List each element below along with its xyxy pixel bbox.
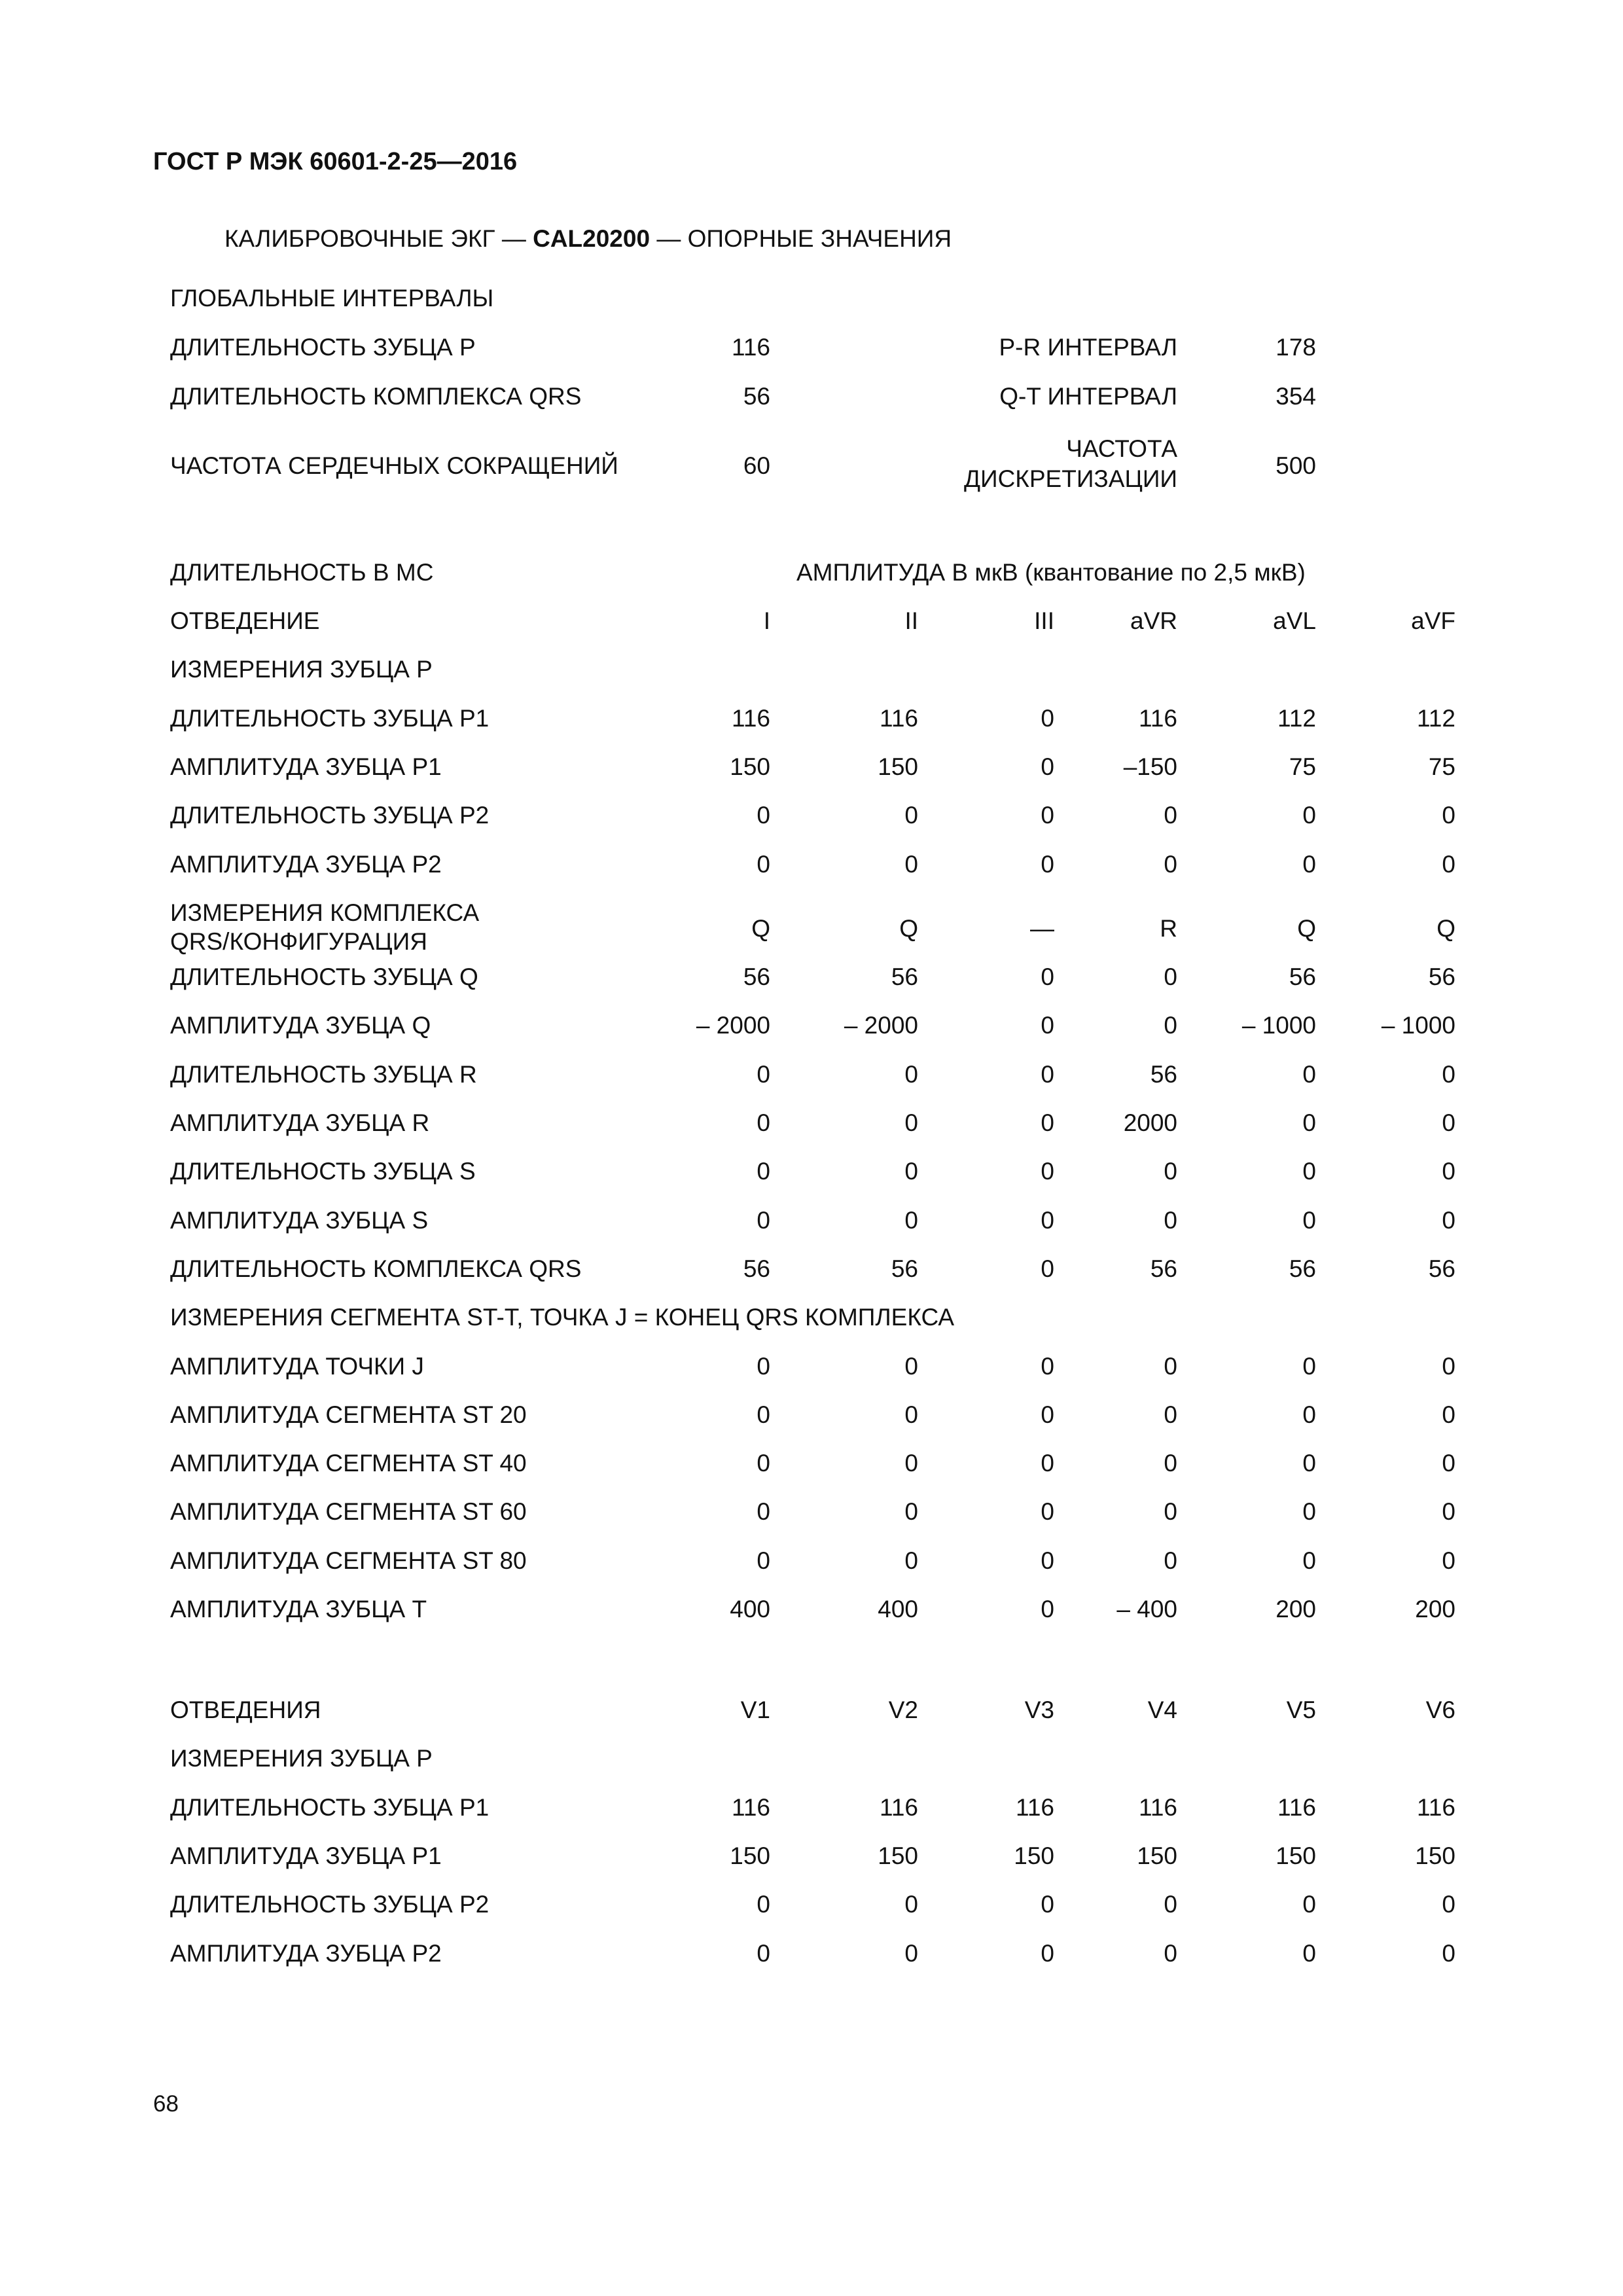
table-cell: – 400 <box>1116 1596 1177 1623</box>
section-heading: ИЗМЕРЕНИЯ ЗУБЦА Р <box>170 656 433 683</box>
table-cell: 0 <box>1442 1352 1455 1380</box>
table-cell: 0 <box>1164 1498 1177 1526</box>
table-cell: Q <box>899 914 918 942</box>
table-cell: 112 <box>1277 704 1316 732</box>
table-cell: 0 <box>904 802 918 829</box>
table-cell: 0 <box>757 1352 770 1380</box>
table-cell: 0 <box>904 1401 918 1428</box>
table-cell: 150 <box>1014 1842 1054 1869</box>
table-cell: – 2000 <box>696 1012 770 1039</box>
table-cell: 400 <box>878 1596 918 1623</box>
table-cell: 0 <box>1442 1891 1455 1918</box>
table-cell: 0 <box>757 1498 770 1526</box>
lead-header: aVR <box>1130 607 1177 634</box>
table-cell: 0 <box>1302 1206 1316 1234</box>
table-cell: 0 <box>1302 850 1316 878</box>
table-cell: 0 <box>1041 1450 1054 1477</box>
lead-header: V5 <box>1286 1696 1316 1723</box>
table-cell: 116 <box>1277 1793 1316 1821</box>
table-row-label: АМПЛИТУДА СЕГМЕНТА ST 80 <box>170 1547 527 1574</box>
table-cell: 0 <box>1164 1158 1177 1185</box>
table-cell: 400 <box>730 1596 770 1623</box>
table-cell: Q <box>1297 914 1316 942</box>
table-cell: 150 <box>878 1842 918 1869</box>
table-cell: 56 <box>1428 1255 1455 1282</box>
table-cell: 0 <box>1302 1109 1316 1136</box>
table-cell: 0 <box>1442 1498 1455 1526</box>
section-heading: ИЗМЕРЕНИЯ СЕГМЕНТА ST-T, ТОЧКА J = КОНЕЦ QRS КОМПЛЕКСА <box>170 1304 955 1331</box>
table-cell: 116 <box>880 1793 918 1821</box>
table-cell: 0 <box>904 1939 918 1967</box>
global-intervals-heading: ГЛОБАЛЬНЫЕ ИНТЕРВАЛЫ <box>170 285 494 312</box>
table-cell: 0 <box>1041 1498 1054 1526</box>
table-cell: 56 <box>1150 1060 1177 1088</box>
table-cell: 0 <box>904 850 918 878</box>
table-cell: 0 <box>1302 1547 1316 1574</box>
lead-header: I <box>763 607 770 634</box>
table-cell: 0 <box>1041 1158 1054 1185</box>
table-cell: 0 <box>1041 1109 1054 1136</box>
global-row-value: 56 <box>743 383 770 410</box>
table-cell: 56 <box>891 1255 918 1282</box>
table-cell: 0 <box>1302 1401 1316 1428</box>
table-row-label: ДЛИТЕЛЬНОСТЬ ЗУБЦА Р2 <box>170 1891 490 1918</box>
table-cell: 0 <box>904 1498 918 1526</box>
table-cell: 0 <box>1041 753 1054 780</box>
section-heading: ИЗМЕРЕНИЯ ЗУБЦА Р <box>170 1745 433 1772</box>
table-row-label: ДЛИТЕЛЬНОСТЬ КОМПЛЕКСА QRS <box>170 1255 582 1282</box>
duration-units-note: ДЛИТЕЛЬНОСТЬ В МС <box>170 559 434 586</box>
table-cell: 150 <box>1415 1842 1455 1869</box>
table-cell: 0 <box>1164 1939 1177 1967</box>
table-cell: 0 <box>1302 1498 1316 1526</box>
table-cell: 0 <box>1041 704 1054 732</box>
table-cell: 116 <box>1139 704 1177 732</box>
table-cell: 0 <box>757 1891 770 1918</box>
document-title: ГОСТ Р МЭК 60601-2-25—2016 <box>153 148 518 175</box>
table-cell: 0 <box>1164 1891 1177 1918</box>
table-cell: Q <box>751 914 770 942</box>
table-cell: 75 <box>1289 753 1316 780</box>
table-row-label: АМПЛИТУДА ЗУБЦА Р2 <box>170 1939 442 1967</box>
table-cell: 0 <box>1302 1939 1316 1967</box>
table-cell: 0 <box>757 1547 770 1574</box>
table-cell: 0 <box>1041 1255 1054 1282</box>
table-cell: 0 <box>757 1450 770 1477</box>
table-row-label: АМПЛИТУДА СЕГМЕНТА ST 40 <box>170 1450 527 1477</box>
table-cell: 0 <box>1041 850 1054 878</box>
table-cell: 0 <box>1302 802 1316 829</box>
table-cell: 75 <box>1428 753 1455 780</box>
table-cell: 0 <box>1442 1547 1455 1574</box>
table-cell: 0 <box>1302 1450 1316 1477</box>
amplitude-units-note: АМПЛИТУДА В мкВ (квантование по 2,5 мкВ) <box>796 559 1306 586</box>
table-cell: 0 <box>1041 1401 1054 1428</box>
table-cell: 0 <box>1041 963 1054 991</box>
table-row-label: АМПЛИТУДА ЗУБЦА Р1 <box>170 753 442 780</box>
table-cell: 0 <box>1302 1352 1316 1380</box>
table-row-label: АМПЛИТУДА ТОЧКИ J <box>170 1352 424 1380</box>
global-row-label: ДЛИТЕЛЬНОСТЬ КОМПЛЕКСА QRS <box>170 383 582 410</box>
page-number: 68 <box>153 2091 179 2117</box>
lead-header: III <box>1034 607 1054 634</box>
table-cell: 56 <box>891 963 918 991</box>
table-cell: 56 <box>1289 963 1316 991</box>
lead-header: aVF <box>1411 607 1455 634</box>
table-cell: 116 <box>1016 1793 1054 1821</box>
table-row-label: ИЗМЕРЕНИЯ КОМПЛЕКСА <box>170 899 480 926</box>
table-cell: 116 <box>732 704 770 732</box>
caption-suffix: — ОПОРНЫЕ ЗНАЧЕНИЯ <box>650 225 952 252</box>
table-cell: — <box>1030 914 1054 942</box>
table-cell: 0 <box>1442 850 1455 878</box>
table-cell: 0 <box>1442 1109 1455 1136</box>
table-cell: 0 <box>1302 1158 1316 1185</box>
table-cell: 0 <box>904 1450 918 1477</box>
table-cell: 0 <box>1164 1547 1177 1574</box>
table-row-label: ДЛИТЕЛЬНОСТЬ ЗУБЦА Р2 <box>170 802 490 829</box>
lead-header-label: ОТВЕДЕНИЕ <box>170 607 320 634</box>
table-cell: 0 <box>1041 1891 1054 1918</box>
table-cell: 0 <box>1164 1401 1177 1428</box>
lead-header: V1 <box>740 1696 770 1723</box>
table-cell: 0 <box>1041 1596 1054 1623</box>
table-cell: 0 <box>1442 1939 1455 1967</box>
table-cell: 56 <box>1289 1255 1316 1282</box>
table-cell: 0 <box>904 1547 918 1574</box>
global-row-label2: Q-T ИНТЕРВАЛ <box>999 383 1177 410</box>
lead-header: V4 <box>1147 1696 1177 1723</box>
table-row-label: ДЛИТЕЛЬНОСТЬ ЗУБЦА Р1 <box>170 704 490 732</box>
global-row-value2: 354 <box>1275 383 1316 410</box>
lead-header: V3 <box>1024 1696 1054 1723</box>
table-cell: 150 <box>730 753 770 780</box>
lead-header-label: ОТВЕДЕНИЯ <box>170 1696 321 1723</box>
table-cell: 150 <box>1275 1842 1316 1869</box>
table-cell: 0 <box>1164 1206 1177 1234</box>
table-cell: 0 <box>904 1109 918 1136</box>
table-cell: 56 <box>743 1255 770 1282</box>
table-row-label: АМПЛИТУДА ЗУБЦА Р2 <box>170 850 442 878</box>
table-cell: 0 <box>904 1060 918 1088</box>
table-cell: 0 <box>1442 1206 1455 1234</box>
table-cell: 116 <box>1417 1793 1455 1821</box>
table-cell: – 1000 <box>1381 1012 1455 1039</box>
table-cell: 0 <box>904 1206 918 1234</box>
table-cell: 56 <box>1428 963 1455 991</box>
global-row-value: 60 <box>743 452 770 479</box>
table-cell: 0 <box>1164 963 1177 991</box>
table-cell: 112 <box>1417 704 1455 732</box>
table-row-label: АМПЛИТУДА ЗУБЦА Т <box>170 1596 427 1623</box>
global-row-label2: P-R ИНТЕРВАЛ <box>999 334 1177 361</box>
table-cell: 0 <box>757 1401 770 1428</box>
table-cell: 116 <box>1139 1793 1177 1821</box>
global-row-label2-line2: ДИСКРЕТИЗАЦИИ <box>963 465 1177 492</box>
table-cell: – 2000 <box>844 1012 918 1039</box>
table-cell: 0 <box>1041 1352 1054 1380</box>
table-cell: 56 <box>743 963 770 991</box>
table-row-label: ДЛИТЕЛЬНОСТЬ ЗУБЦА S <box>170 1158 476 1185</box>
table-row-label: ДЛИТЕЛЬНОСТЬ ЗУБЦА Р1 <box>170 1793 490 1821</box>
table-cell: 0 <box>1164 1450 1177 1477</box>
table-cell: 0 <box>1442 1450 1455 1477</box>
lead-header: II <box>904 607 918 634</box>
table-cell: 0 <box>1302 1060 1316 1088</box>
global-row-label2-line1: ЧАСТОТА <box>1066 435 1177 462</box>
table-cell: –150 <box>1123 753 1177 780</box>
table-cell: 116 <box>880 704 918 732</box>
table-cell: 0 <box>1041 1060 1054 1088</box>
global-row-value2: 178 <box>1275 334 1316 361</box>
table-cell: 0 <box>757 1206 770 1234</box>
table-cell: 0 <box>1442 802 1455 829</box>
table-cell: 0 <box>1442 1401 1455 1428</box>
table-cell: 0 <box>1041 802 1054 829</box>
table-row-label: АМПЛИТУДА ЗУБЦА S <box>170 1206 429 1234</box>
global-row-value: 116 <box>732 334 770 361</box>
table-cell: 0 <box>757 850 770 878</box>
table-cell: 200 <box>1415 1596 1455 1623</box>
table-cell: 0 <box>757 802 770 829</box>
caption-code: CAL20200 <box>533 225 651 252</box>
caption-prefix: КАЛИБРОВОЧНЫЕ ЭКГ — <box>224 225 533 252</box>
table-cell: 150 <box>878 753 918 780</box>
table-cell: 0 <box>757 1158 770 1185</box>
table-cell: 0 <box>1041 1939 1054 1967</box>
table-cell: 0 <box>904 1891 918 1918</box>
lead-header: aVL <box>1273 607 1316 634</box>
table-caption <box>224 225 952 253</box>
table-cell: 0 <box>1041 1012 1054 1039</box>
table-cell: 0 <box>1041 1206 1054 1234</box>
table-row-label: АМПЛИТУДА ЗУБЦА Р1 <box>170 1842 442 1869</box>
table-cell: 0 <box>904 1158 918 1185</box>
table-cell: 0 <box>1442 1158 1455 1185</box>
table-cell: 2000 <box>1123 1109 1177 1136</box>
table-cell: R <box>1160 914 1177 942</box>
global-row-value2: 500 <box>1275 452 1316 479</box>
lead-header: V6 <box>1425 1696 1455 1723</box>
table-cell: 0 <box>1164 1352 1177 1380</box>
table-row-label: АМПЛИТУДА СЕГМЕНТА ST 60 <box>170 1498 527 1526</box>
table-cell: 0 <box>757 1109 770 1136</box>
table-cell: 116 <box>732 1793 770 1821</box>
table-row-label: ДЛИТЕЛЬНОСТЬ ЗУБЦА Q <box>170 963 478 991</box>
table-cell: 0 <box>1302 1891 1316 1918</box>
table-row-label-line2: QRS/КОНФИГУРАЦИЯ <box>170 927 427 955</box>
table-row-label: АМПЛИТУДА ЗУБЦА R <box>170 1109 430 1136</box>
table-cell: 0 <box>1164 850 1177 878</box>
table-cell: 0 <box>757 1060 770 1088</box>
table-row-label: ДЛИТЕЛЬНОСТЬ ЗУБЦА R <box>170 1060 477 1088</box>
table-cell: 0 <box>757 1939 770 1967</box>
table-cell: 0 <box>1041 1547 1054 1574</box>
table-cell: 0 <box>1442 1060 1455 1088</box>
global-row-label: ЧАСТОТА СЕРДЕЧНЫХ СОКРАЩЕНИЙ <box>170 452 618 479</box>
table-cell: 0 <box>904 1352 918 1380</box>
table-cell: 150 <box>730 1842 770 1869</box>
lead-header: V2 <box>888 1696 918 1723</box>
table-cell: 56 <box>1150 1255 1177 1282</box>
table-cell: 200 <box>1275 1596 1316 1623</box>
global-row-label: ДЛИТЕЛЬНОСТЬ ЗУБЦА Р <box>170 334 476 361</box>
table-row-label: АМПЛИТУДА СЕГМЕНТА ST 20 <box>170 1401 527 1428</box>
table-row-label: АМПЛИТУДА ЗУБЦА Q <box>170 1012 431 1039</box>
table-cell: – 1000 <box>1241 1012 1316 1039</box>
table-cell: 150 <box>1137 1842 1177 1869</box>
table-cell: 0 <box>1164 802 1177 829</box>
table-cell: Q <box>1436 914 1455 942</box>
table-cell: 0 <box>1164 1012 1177 1039</box>
